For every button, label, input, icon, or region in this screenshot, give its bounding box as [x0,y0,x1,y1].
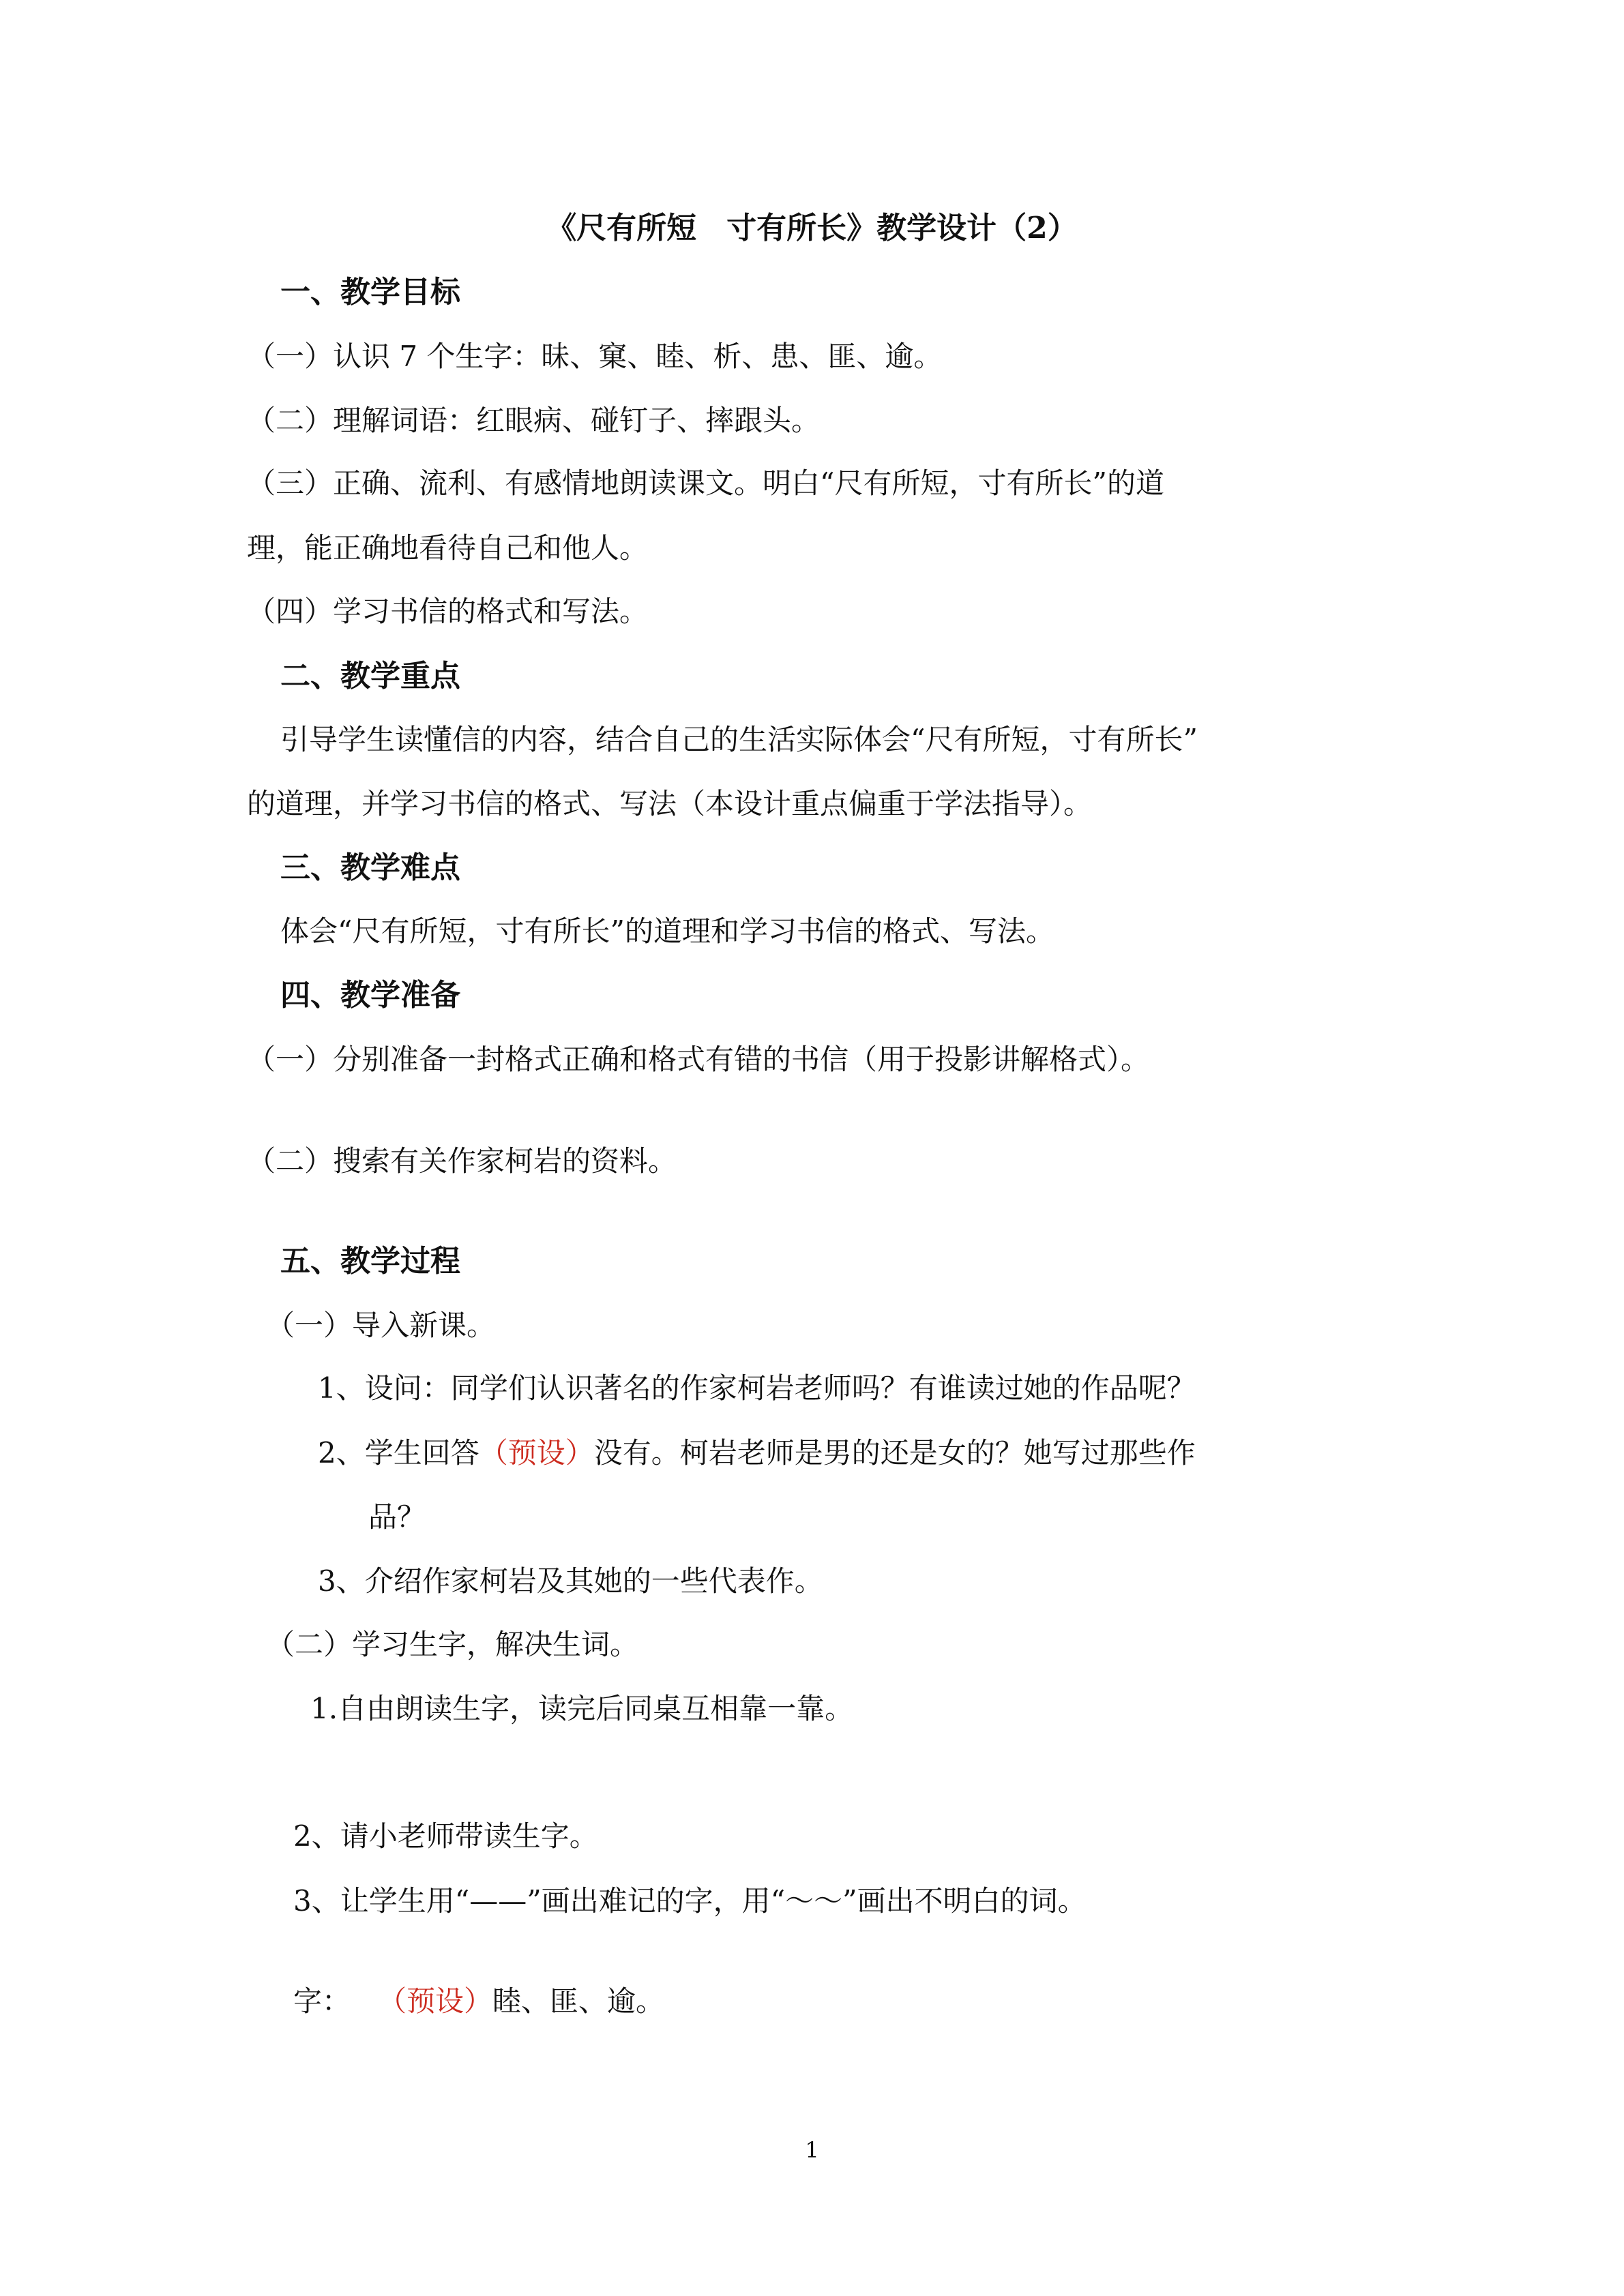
preparation-item-2: （二）搜索有关作家柯岩的资料。 [247,1144,677,1178]
key-points-line-1: 引导学生读懂信的内容，结合自己的生活实际体会“尺有所短，寸有所长” [280,723,1198,756]
objective-item-3: （三）正确、流利、有感情地朗读课文。明白“尺有所短，寸有所长”的道 [247,466,1164,500]
preset-tag: （预设） [378,1984,493,2018]
process-step-1-2 [318,1436,1196,1470]
process-step-2-2: 2、请小老师带读生字。 [293,1819,598,1853]
document-title: 《尺有所短 寸有所长》教学设计（2） [546,211,1078,245]
process-step-1-2-cont: 品？ [368,1500,426,1534]
step-1-2-text: 没有。柯岩老师是男的还是女的？她写过那些作 [593,1436,1196,1470]
section-heading-preparation: 四、教学准备 [280,978,460,1013]
process-step-2-4 [293,1984,665,2018]
objective-item-2: （二）理解词语：红眼病、碰钉子、摔跟头。 [247,404,821,437]
difficulties-line: 体会“尺有所短，寸有所长”的道理和学习书信的格式、写法。 [280,914,1054,948]
objective-item-1: （一）认识 7 个生字：昧、窠、睦、析、患、匪、逾。 [247,340,943,373]
step-2-4-prefix: 字： [293,1984,351,2018]
objective-item-4: （四）学习书信的格式和写法。 [247,595,649,628]
section-heading-difficulties: 三、教学难点 [280,850,460,885]
key-points-line-2: 的道理，并学习书信的格式、写法（本设计重点偏重于学法指导）。 [247,787,1093,820]
objective-item-3-cont: 理，能正确地看待自己和他人。 [247,531,649,565]
step-2-4-text: 睦、匪、逾。 [492,1984,665,2018]
step-1-2-prefix: 2、学生回答 [318,1436,479,1470]
process-step-1-1: 1、设问：同学们认识著名的作家柯岩老师吗？有谁读过她的作品呢？ [318,1371,1196,1405]
section-heading-key-points: 二、教学重点 [280,659,460,694]
page-number: 1 [805,2137,819,2163]
process-step-2-1: 1.自由朗读生字，读完后同桌互相靠一靠。 [310,1692,854,1725]
process-step-2-3: 3、让学生用“——”画出难记的字，用“～～”画出不明白的词。 [293,1884,1087,1918]
preset-tag: （预设） [479,1436,594,1470]
section-heading-objectives: 一、教学目标 [280,275,460,310]
process-part-1: （一）导入新课。 [266,1309,496,1342]
preparation-item-1: （一）分别准备一封格式正确和格式有错的书信（用于投影讲解格式）。 [247,1043,1150,1076]
section-heading-process: 五、教学过程 [280,1244,460,1279]
process-step-1-3: 3、介绍作家柯岩及其她的一些代表作。 [318,1564,823,1598]
process-part-2: （二）学习生字，解决生词。 [266,1628,639,1661]
